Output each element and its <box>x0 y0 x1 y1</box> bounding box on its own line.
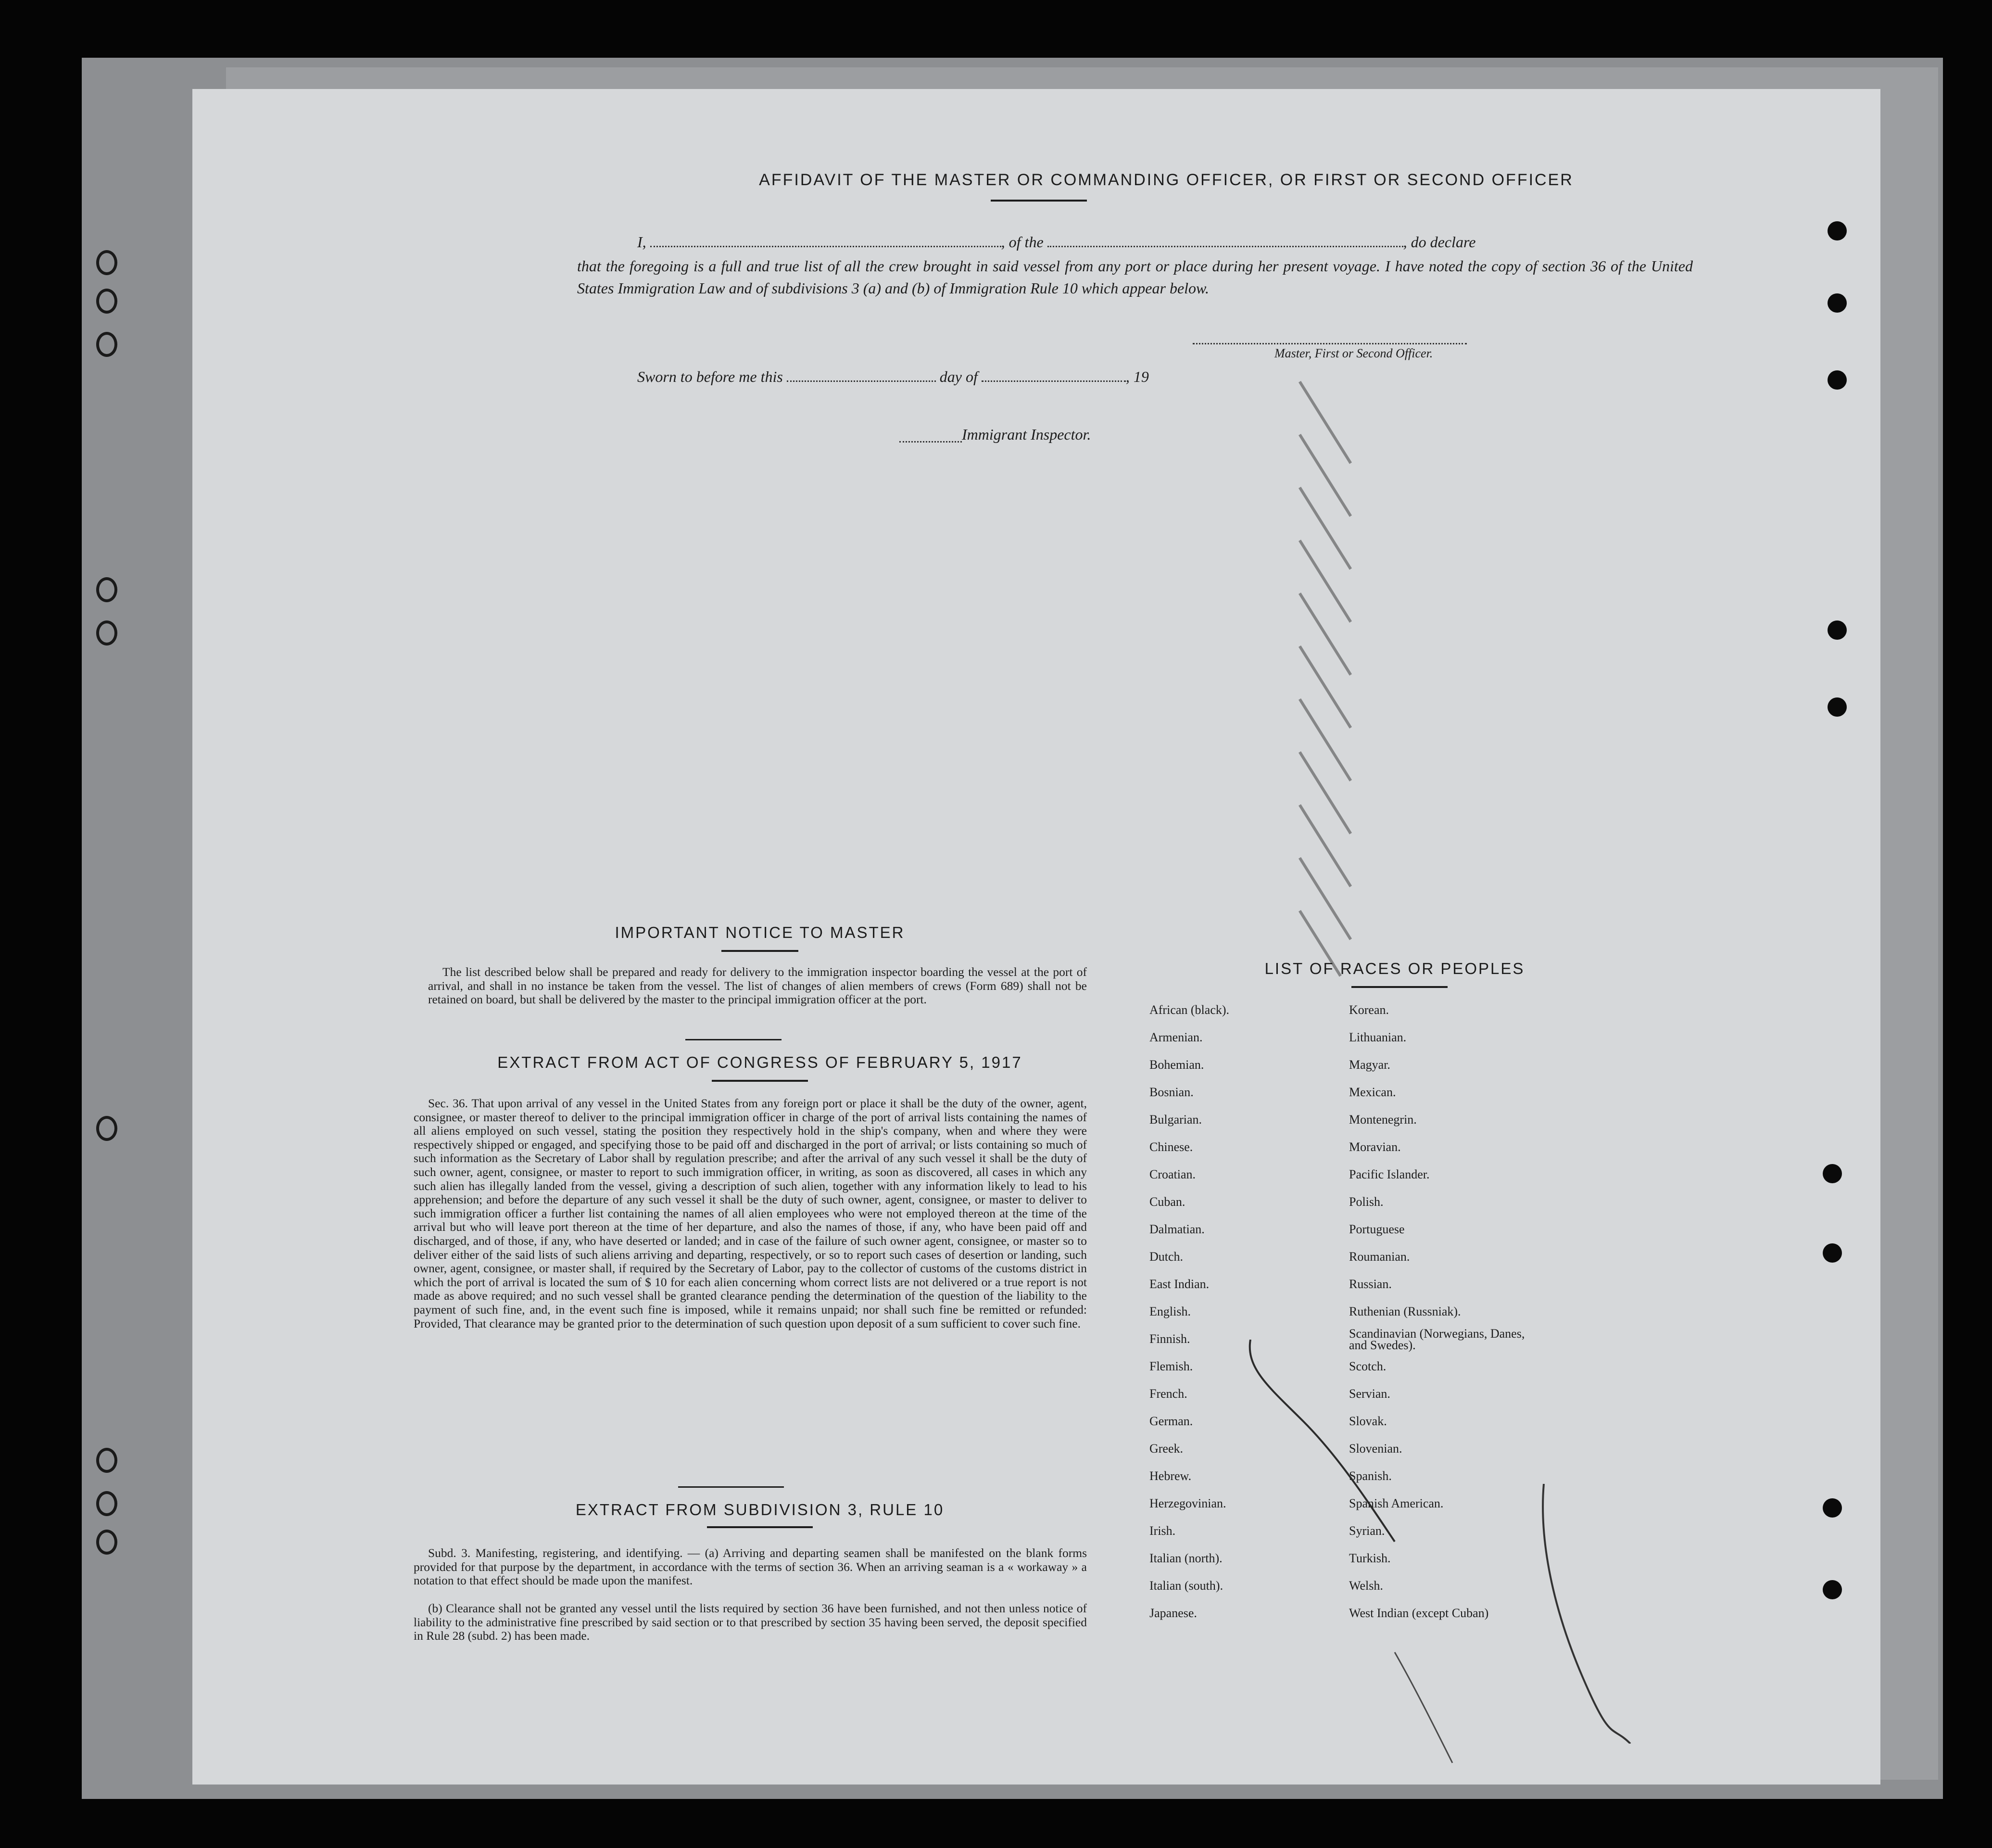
binder-hole-icon <box>96 1448 117 1473</box>
races-heading: LIST OF RACES OR PEOPLES <box>1264 960 1525 977</box>
heading-divider <box>707 1526 813 1528</box>
affidavit-line1-suffix: , do declare <box>1403 233 1476 251</box>
punch-hole-icon <box>1828 370 1847 390</box>
ink-streak <box>1299 593 1352 676</box>
race-item: African (black). <box>1149 1003 1230 1017</box>
inspector-signature-line <box>899 441 962 443</box>
race-item: Bohemian. <box>1149 1058 1204 1072</box>
race-item: Croatian. <box>1149 1167 1196 1181</box>
sworn-line <box>637 367 1262 386</box>
race-item: Slovak. <box>1349 1414 1387 1428</box>
race-item: Dutch. <box>1149 1250 1184 1264</box>
sworn-suffix: , 19 <box>1125 368 1149 385</box>
race-item: Scandinavian (Norwegians, Danes, and Swedes). <box>1349 1327 1525 1352</box>
race-item: Slovenian. <box>1349 1442 1402 1456</box>
ink-streak <box>1299 804 1352 887</box>
race-item: Russian. <box>1349 1277 1392 1291</box>
race-item: Syrian. <box>1349 1524 1385 1538</box>
act-heading: EXTRACT FROM ACT OF CONGRESS OF FEBRUARY 5, 1917 <box>497 1053 1022 1071</box>
punch-hole-icon <box>1828 620 1847 640</box>
ink-streak <box>1299 646 1352 729</box>
race-item: Herzegovinian. <box>1149 1496 1226 1510</box>
race-item: Moravian. <box>1349 1140 1401 1154</box>
race-item: Lithuanian. <box>1349 1030 1407 1044</box>
binder-hole-icon <box>96 332 117 357</box>
affidavit-heading: AFFIDAVIT OF THE MASTER OR COMMANDING OFFICER, OR FIRST OR SECOND OFFICER <box>759 171 1574 189</box>
race-item: Scotch. <box>1349 1359 1387 1373</box>
heading-divider <box>712 1080 808 1082</box>
race-item: Magyar. <box>1349 1058 1390 1072</box>
binder-hole-icon <box>96 289 117 314</box>
punch-hole-icon <box>1823 1243 1842 1263</box>
race-item: Mexican. <box>1349 1085 1396 1099</box>
pencil-mark <box>1539 1484 1635 1744</box>
ink-streak <box>1299 540 1352 623</box>
race-item: Italian (north). <box>1149 1551 1223 1565</box>
pencil-mark <box>1241 1340 1457 1782</box>
race-item: Italian (south). <box>1149 1579 1223 1593</box>
ink-streak <box>1299 698 1352 782</box>
ink-streak <box>1299 434 1352 517</box>
punch-hole-icon <box>1828 697 1847 717</box>
race-item: Flemish. <box>1149 1359 1193 1373</box>
race-item: Hebrew. <box>1149 1469 1192 1483</box>
race-item: English. <box>1149 1304 1191 1318</box>
notice-heading: IMPORTANT NOTICE TO MASTER <box>615 924 905 941</box>
sworn-day-blank <box>787 367 936 382</box>
heading-divider <box>991 200 1087 202</box>
race-item: Bulgarian. <box>1149 1113 1202 1127</box>
ink-streak <box>1299 751 1352 835</box>
document-page <box>192 89 1880 1785</box>
section-divider <box>685 1039 782 1040</box>
binder-hole-icon <box>96 1530 117 1555</box>
race-item: Ruthenian (Russniak). <box>1349 1304 1461 1318</box>
race-item: Japanese. <box>1149 1606 1197 1620</box>
affidavit-declaration-line <box>637 232 1690 251</box>
race-item: Servian. <box>1349 1387 1390 1401</box>
rule-heading: EXTRACT FROM SUBDIVISION 3, RULE 10 <box>575 1501 945 1519</box>
race-item: Armenian. <box>1149 1030 1203 1044</box>
race-item: Chinese. <box>1149 1140 1193 1154</box>
race-item: Portuguese <box>1349 1222 1405 1236</box>
binder-hole-icon <box>96 1116 117 1141</box>
punch-hole-icon <box>1828 293 1847 313</box>
section-divider <box>678 1486 784 1488</box>
master-signature-line <box>1193 343 1467 344</box>
affidavit-body: that the foregoing is a full and true list of all the crew brought in said vessel from any port or place during her present voyage. I have noted the copy of section 36 of the United States Immigration Law and of subdivisions 3 (a) and (b) of Immigration Rule 10 which appear below. <box>577 257 1693 297</box>
ink-streak <box>1299 857 1352 940</box>
punch-hole-icon <box>1823 1580 1842 1599</box>
race-item: Spanish. <box>1349 1469 1392 1483</box>
race-item: Spanish American. <box>1349 1496 1444 1510</box>
race-item: Pacific Islander. <box>1349 1167 1430 1181</box>
binder-hole-icon <box>96 620 117 646</box>
race-item: Greek. <box>1149 1442 1184 1456</box>
race-item: West Indian (except Cuban) <box>1349 1606 1489 1620</box>
punch-hole-icon <box>1823 1164 1842 1183</box>
ink-streak <box>1299 381 1352 464</box>
heading-divider <box>1351 986 1448 988</box>
vessel-blank <box>1047 232 1403 247</box>
master-signature-label: Master, First or Second Officer. <box>1274 346 1433 360</box>
binder-hole-icon <box>96 577 117 602</box>
binder-hole-icon <box>96 250 117 275</box>
race-item: Polish. <box>1349 1195 1384 1209</box>
punch-hole-icon <box>1823 1498 1842 1518</box>
race-item: Irish. <box>1149 1524 1176 1538</box>
sworn-prefix: Sworn to before me this <box>637 368 783 385</box>
notice-body: The list described below shall be prepared and ready for delivery to the immigration inspector boarding the vessel at the port of arrival, and shall in no instance be taken from the vessel. The list of changes of alien members of crews (Form 689) shall not be retained on board, but shall be delivered by the master to the principal immigration officer at the port. <box>428 965 1087 1007</box>
race-item: French. <box>1149 1387 1187 1401</box>
race-item: Finnish. <box>1149 1332 1190 1346</box>
affidavit-line1-mid: , of the <box>1001 233 1044 251</box>
sworn-month-blank <box>982 367 1126 382</box>
rule-subdivision-a: Subd. 3. Manifesting, registering, and identifying. — (a) Arriving and departing seamen shall be manifested on the blank forms provided for that purpose by the department, in accordance with the terms of section 36. When an arriving seaman is a « workaway » a notation to that effect should be made upon the manifest. <box>414 1546 1087 1588</box>
race-item: Roumanian. <box>1349 1250 1410 1264</box>
binder-hole-icon <box>96 1491 117 1516</box>
race-item: Welsh. <box>1349 1579 1383 1593</box>
punch-hole-icon <box>1828 221 1847 240</box>
affidavit-line1-prefix: I, <box>637 233 646 251</box>
rule-subdivision-b: (b) Clearance shall not be granted any vessel until the lists required by section 36 have been furnished, and not then unless notice of liability to the administrative fine prescribed by said section or to that prescribed by section 35 having been served, the deposit specified in Rule 28 (subd. 2) has been made. <box>414 1601 1087 1643</box>
race-item: German. <box>1149 1414 1193 1428</box>
race-item: Korean. <box>1349 1003 1389 1017</box>
inspector-label: Immigrant Inspector. <box>962 426 1091 443</box>
race-item: Dalmatian. <box>1149 1222 1205 1236</box>
race-item: Turkish. <box>1349 1551 1391 1565</box>
act-section-36: Sec. 36. That upon arrival of any vessel in the United States from any foreign port or place it shall be the duty of the owner, agent, consignee, or master thereof to deliver to the principal immigration officer in charge of the port of arrival lists containing the names of all aliens employed on such vessel, stating the position they respectively hold in the ship's company, when and where they were respectively shipped or engaged, and specifying those to be paid off and discharged in the port of arrival; or lists containing so much of such information as the Secretary of Labor shall by regulation prescribe; and after the arrival of any such vessel it shall be the duty of such owner, agent, consignee, or master to report to such immigration officer, in writing, as soon as discovered, all cases in which any such alien has illegally landed from the vessel, giving a description of such alien, together with any information likely to lead to his apprehension; and before the departure of any such vessel it shall be the duty of such owner, agent, consignee, or master to deliver to such immigration officer a further list containing the names of all alien employees who were not employed thereon at the time of the arrival but who will leave port thereon at the time of her departure, and also the names of those, if any, who have been paid off and discharged, and of those, if any, who have deserted or landed; and in case of the failure of such owner agent, consignee, or master so to deliver either of the said lists of such aliens arriving and departing, respectively, or so to report such cases of desertion or landing, such owner, agent, consignee, or master shall, if required by the Secretary of Labor, pay to the collector of customs of the customs district in which the port of arrival is located the sum of $ 10 for each alien concerning whom correct lists are not delivered or a true report is not made as above required; and no such vessel shall be granted clearance pending the determination of the question of the liability to the payment of such fine, and, in the event such fine is imposed, while it remains unpaid; nor shall such fine be remitted or refunded: Provided, That clearance may be granted prior to the determination of such question upon deposit of a sum sufficient to cover such fine. <box>414 1096 1087 1330</box>
heading-divider <box>721 950 798 952</box>
name-blank <box>650 232 1001 247</box>
sworn-mid: day of <box>939 368 978 385</box>
race-item: Bosnian. <box>1149 1085 1194 1099</box>
race-item: Cuban. <box>1149 1195 1185 1209</box>
ink-streak <box>1299 487 1352 570</box>
race-item: East Indian. <box>1149 1277 1210 1291</box>
race-item: Montenegrin. <box>1349 1113 1417 1127</box>
